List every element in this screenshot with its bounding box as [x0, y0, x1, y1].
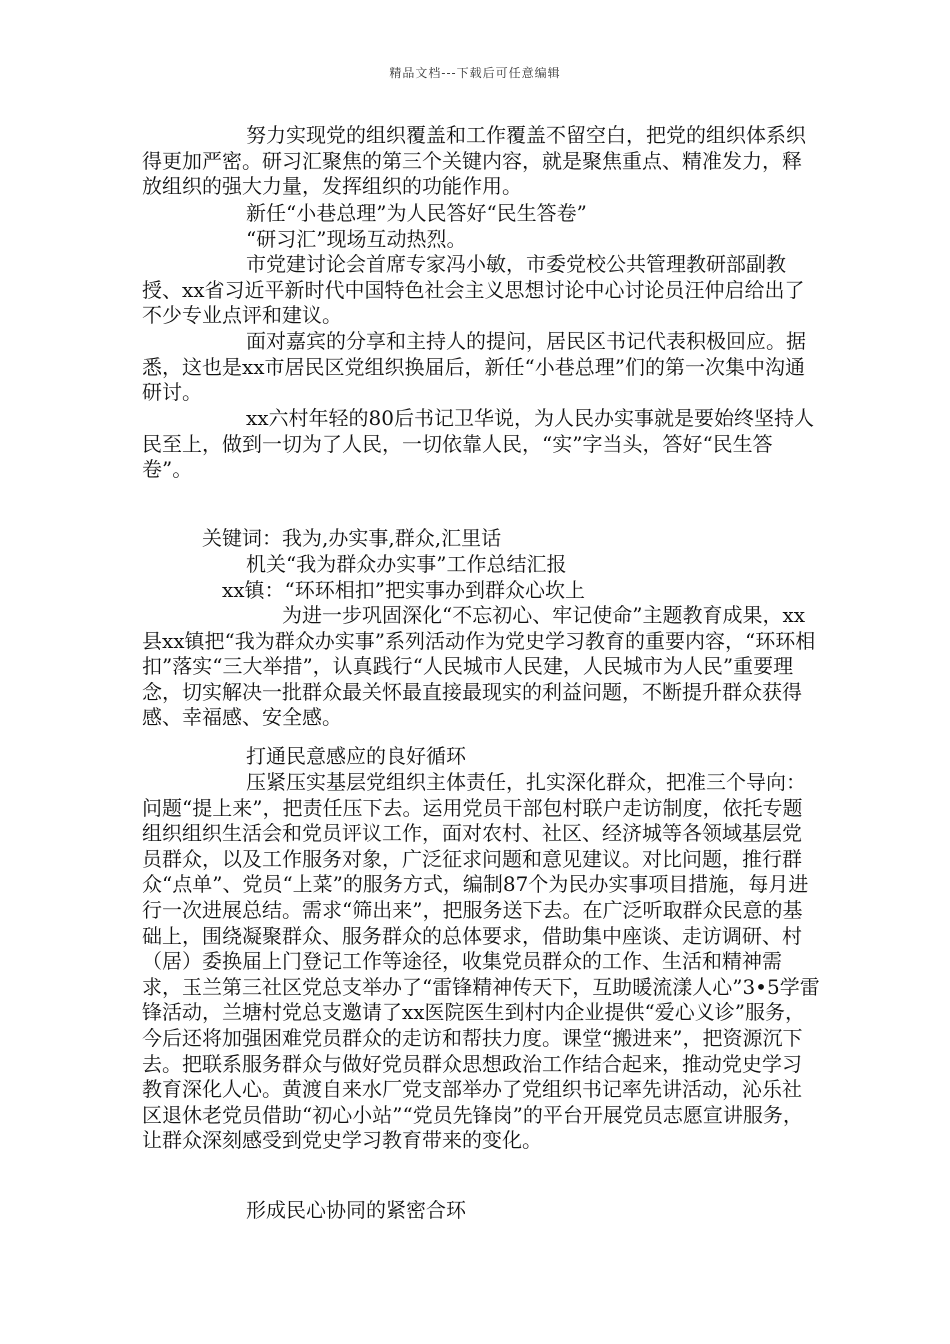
paragraph-intro: 为进一步巩固深化“不忘初心、牢记使命”主题教育成果，xx县xx镇把“我为群众办实事”系列活动作为党史学习教育的重要内容，“环环相扣”落实“三大举措”，认真践行“人民城市人民建，人民城市为人民”重要理念，切实解决一批群众最关怀最直接最现实的利益问题，不断提升群众获得感、幸福感、安全感。 [142, 603, 816, 730]
paragraph-organization-coverage: 努力实现党的组织覆盖和工作覆盖不留空白，把党的组织体系织得更加严密。研习汇聚焦的第三个关键内容，就是聚焦重点、精准发力，释放组织的强大力量，发挥组织的功能作用。 [142, 123, 806, 199]
heading-public-opinion-cycle: 打通民意感应的良好循环 [246, 744, 466, 768]
heading-public-synergy: 形成民心协同的紧密合环 [246, 1198, 466, 1222]
document-title: 机关“我为群众办实事”工作总结汇报 [246, 552, 567, 576]
paragraph-experts: 市党建讨论会首席专家冯小敏，市委党校公共管理教研部副教授、xx省习近平新时代中国特色社会主义思想讨论中心讨论员汪仲启给出了不少专业点评和建议。 [142, 252, 805, 328]
page-header: 精品文档---下载后可任意编辑 [389, 66, 561, 80]
heading-interaction: “研习汇”现场互动热烈。 [246, 227, 467, 251]
document-subtitle: xx镇：“环环相扣”把实事办到群众心坎上 [222, 578, 586, 602]
heading-new-alley-premier: 新任“小巷总理”为人民答好“民生答卷” [246, 201, 587, 225]
keywords-line: 关键词：我为,办实事,群众,汇里话 [202, 526, 502, 550]
paragraph-weihua-quote: xx六村年轻的80后书记卫华说，为人民办实事就是要始终坚持人民至上，做到一切为了人民，一切依靠人民，“实”字当头，答好“民生答卷”。 [142, 406, 815, 482]
paragraph-secretaries-response: 面对嘉宾的分享和主持人的提问，居民区书记代表积极回应。据悉，这也是xx市居民区党组织换届后，新任“小巷总理”们的第一次集中沟通研讨。 [142, 329, 806, 405]
paragraph-main-body: 压紧压实基层党组织主体责任，扎实深化群众，把准三个导向：问题“提上来”，把责任压下去。运用党员干部包村联户走访制度，依托专题组织组织生活会和党员评议工作，面对农村、社区、经济城等各领域基层党员群众，以及工作服务对象，广泛征求问题和意见建议。对比问题，推行群众“点单”、党员“上菜”的服务方式，编制87个为民办实事项目措施，每月进行一次进展总结。需求“筛出来”，把服务送下去。在广泛听取群众民意的基础上，围绕凝聚群众、服务群众的总体要求，借助集中座谈、走访调研、村（居）委换届上门登记工作等途径，收集党员群众的工作、生活和精神需求，玉兰第三社区党总支举办了“雷锋精神传天下，互助暖流漾人心”3•5学雷锋活动，兰塘村党总支邀请了xx医院医生到村内企业提供“爱心义诊”服务，今后还将加强困难党员群众的走访和帮扶力度。课堂“搬进来”，把资源沉下去。把联系服务群众与做好党员群众思想政治工作结合起来，推动党史学习教育深化人心。黄渡自来水厂党支部举办了党组织书记率先讲活动，沁乐社区退休老党员借助“初心小站”“党员先锋岗”的平台开展党员志愿宣讲服务，让群众深刻感受到党史学习教育带来的变化。 [142, 770, 820, 1153]
